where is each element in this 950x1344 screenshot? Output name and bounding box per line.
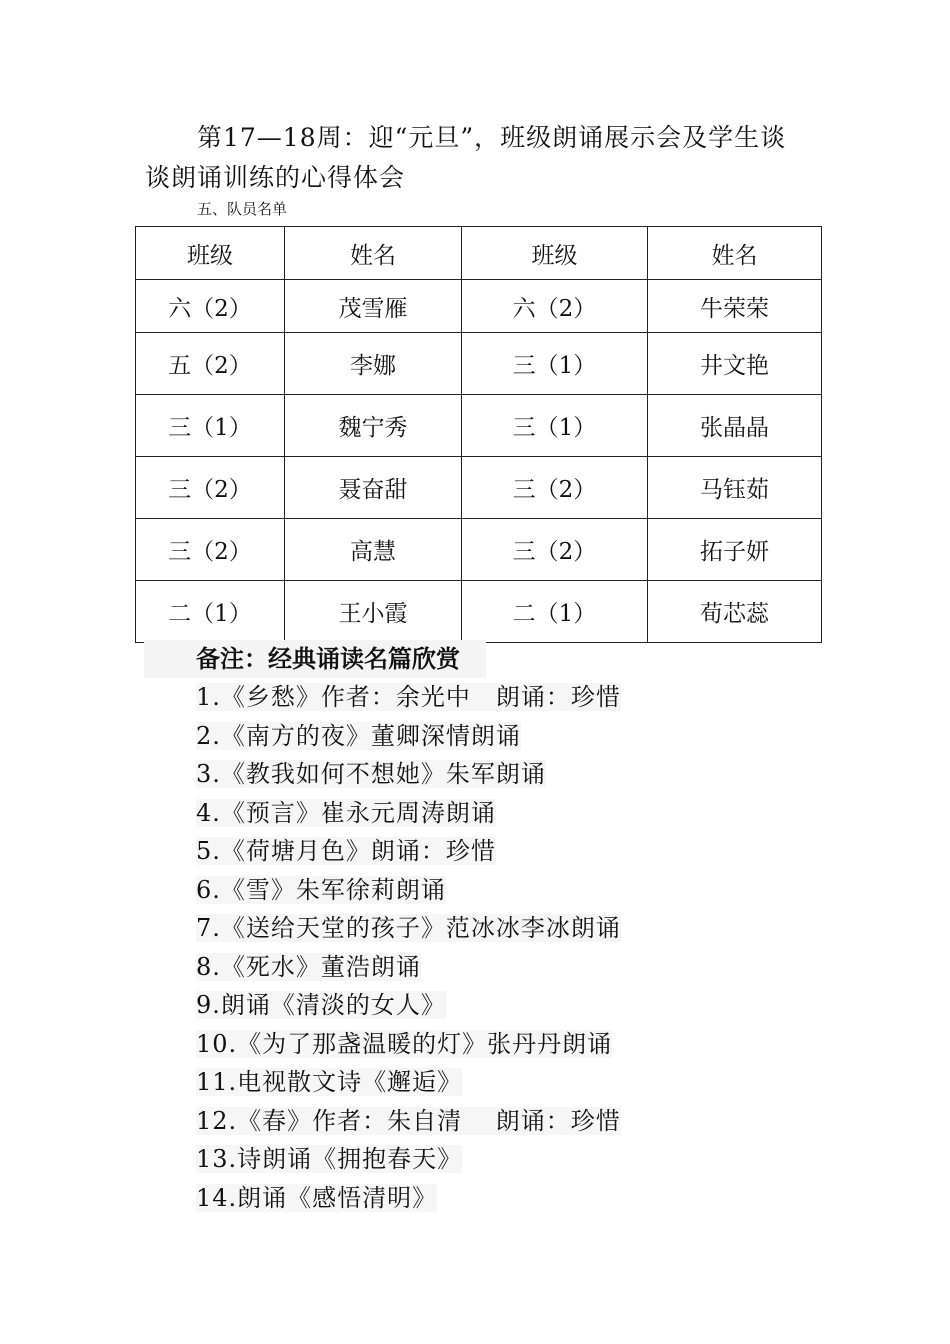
- list-item: [196, 986, 621, 1025]
- list-item-text: 13.诗朗诵《拥抱春天》: [196, 1145, 463, 1173]
- cell-class: 三（1）: [136, 395, 285, 457]
- cell-name: 李娜: [285, 333, 462, 395]
- cell-class: 三（2）: [136, 457, 285, 519]
- list-item-text: 3.《教我如何不想她》朱军朗诵: [196, 760, 546, 788]
- cell-class: 三（2）: [462, 457, 648, 519]
- header-name: 姓名: [285, 227, 462, 280]
- cell-class: 二（1）: [462, 581, 648, 643]
- list-item-text: 1.《乡愁》作者：余光中 朗诵：珍惜: [196, 683, 621, 711]
- member-roster-table: [135, 226, 822, 643]
- cell-name: 高慧: [285, 519, 462, 581]
- table-row: [136, 333, 822, 395]
- cell-name: 魏宁秀: [285, 395, 462, 457]
- cell-class: 六（2）: [462, 280, 648, 333]
- list-item-text: 12.《春》作者：朱自清 朗诵：珍惜: [196, 1106, 621, 1135]
- cell-class: 三（2）: [136, 519, 285, 581]
- recitation-notes-list: [196, 640, 621, 1217]
- list-item-text: 2.《南方的夜》董卿深情朗诵: [196, 721, 521, 750]
- table-row: [136, 457, 822, 519]
- cell-name: 聂奋甜: [285, 457, 462, 519]
- schedule-paragraph: 第17—18周：迎“元旦”，班级朗诵展示会及学生谈谈朗诵训练的心得体会: [145, 123, 787, 192]
- list-item-text: 4.《预言》崔永元周涛朗诵: [196, 798, 496, 827]
- cell-name: 牛荣荣: [648, 280, 822, 333]
- cell-name: 拓子妍: [648, 519, 822, 581]
- cell-name: 张晶晶: [648, 395, 822, 457]
- list-item-text: 6.《雪》朱军徐莉朗诵: [196, 875, 446, 904]
- list-item: [196, 1140, 621, 1179]
- list-item-text: 11.电视散文诗《邂逅》: [196, 1068, 463, 1096]
- table-row: [136, 280, 822, 333]
- cell-name: 荀芯蕊: [648, 581, 822, 643]
- list-item: [196, 871, 621, 910]
- list-item-text: 7.《送给天堂的孩子》范冰冰李冰朗诵: [196, 914, 621, 942]
- list-item: [196, 832, 621, 871]
- list-item: [196, 1025, 621, 1064]
- table-row: [136, 581, 822, 643]
- list-item-text: 10.《为了那盏温暖的灯》张丹丹朗诵: [196, 1029, 613, 1058]
- section-heading-roster: 五、队员名单: [197, 200, 288, 218]
- list-item-text: 14.朗诵《感悟清明》: [196, 1183, 438, 1212]
- list-item: [196, 1063, 621, 1102]
- notes-title: 备注：经典诵读名篇欣赏: [144, 640, 486, 678]
- list-item: [196, 1102, 621, 1141]
- header-class: 班级: [136, 227, 285, 280]
- list-item-text: 8.《死水》董浩朗诵: [196, 952, 421, 981]
- cell-name: 王小霞: [285, 581, 462, 643]
- cell-name: 茂雪雁: [285, 280, 462, 333]
- cell-class: 三（1）: [462, 395, 648, 457]
- cell-name: 马钰茹: [648, 457, 822, 519]
- table-header-row: [136, 227, 822, 280]
- header-class: 班级: [462, 227, 648, 280]
- header-name: 姓名: [648, 227, 822, 280]
- table-row: [136, 519, 822, 581]
- list-item: [196, 909, 621, 948]
- list-item: [196, 717, 621, 756]
- list-item: [196, 1179, 621, 1218]
- list-item: [196, 755, 621, 794]
- cell-name: 井文艳: [648, 333, 822, 395]
- list-item-text: 5.《荷塘月色》朗诵：珍惜: [196, 837, 496, 865]
- list-item: [196, 948, 621, 987]
- table-row: [136, 395, 822, 457]
- cell-class: 三（1）: [462, 333, 648, 395]
- cell-class: 五（2）: [136, 333, 285, 395]
- list-item: [196, 794, 621, 833]
- list-item-text: 9.朗诵《清淡的女人》: [196, 991, 446, 1019]
- cell-class: 二（1）: [136, 581, 285, 643]
- cell-class: 三（2）: [462, 519, 648, 581]
- cell-class: 六（2）: [136, 280, 285, 333]
- list-item: [196, 678, 621, 717]
